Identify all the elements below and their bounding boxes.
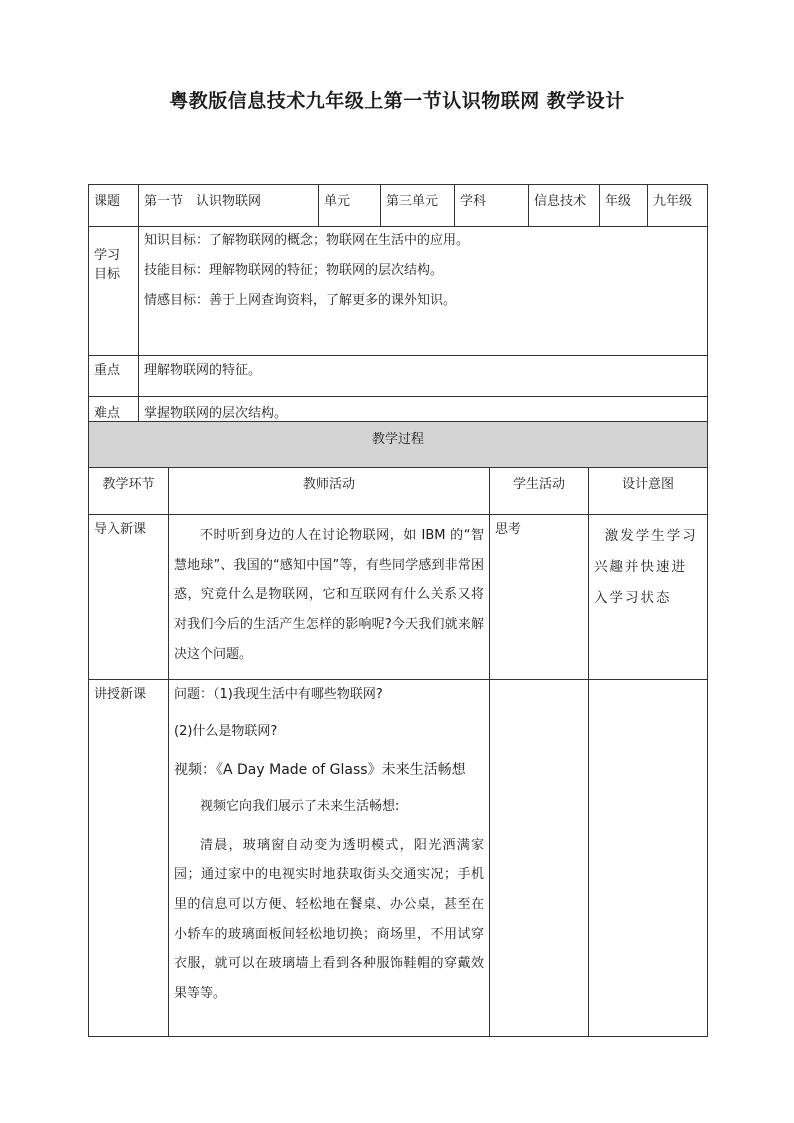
intro-teacher-text: 不时听到身边的人在讨论物联网，如 IBM 的“智慧地球”、我国的“感知中国”等，有些同学感到非常困惑，究竟什么是物联网，它和互联网有什么关系又将对我们今后的生活产生怎样的影响呢?今天我们就来解决这个问题。 <box>174 528 484 662</box>
difficulty-label: 难点 <box>89 397 139 440</box>
key-point-value: 理解物联网的特征。 <box>139 356 708 397</box>
info-row-goals <box>89 227 708 356</box>
intro-row <box>89 515 708 680</box>
lecture-design <box>589 680 708 1037</box>
lecture-video: 视频：《A Day Made of Glass》未来生活畅想 <box>174 761 466 778</box>
col-teacher: 教师活动 <box>169 468 490 515</box>
process-header: 教学过程 <box>89 422 708 468</box>
grade-label: 年级 <box>600 185 648 227</box>
process-columns-row <box>89 468 708 515</box>
unit-value: 第三单元 <box>381 185 455 227</box>
lesson-info-table <box>88 184 708 440</box>
grade-value: 九年级 <box>648 185 708 227</box>
intro-teacher <box>169 515 490 680</box>
intro-design <box>589 515 708 680</box>
intro-student: 思考 <box>490 515 589 680</box>
goals-label-line2: 目标 <box>94 266 121 282</box>
subject-value: 信息技术 <box>529 185 600 227</box>
col-student: 学生活动 <box>490 468 589 515</box>
info-row-key-point <box>89 356 708 397</box>
lecture-teacher <box>169 680 490 1037</box>
col-design: 设计意图 <box>589 468 708 515</box>
lecture-question-1: 问题：（1)我现生活中有哪些物联网? <box>174 687 383 702</box>
document-title: 粤教版信息技术九年级上第一节认识物联网 教学设计 <box>169 90 625 112</box>
goals-content <box>139 227 708 356</box>
intro-stage: 导入新课 <box>89 515 169 680</box>
subject-label: 学科 <box>455 185 529 227</box>
lecture-row <box>89 680 708 1037</box>
unit-label: 单元 <box>319 185 381 227</box>
col-stage: 教学环节 <box>89 468 169 515</box>
lecture-stage: 讲授新课 <box>89 680 169 1037</box>
process-header-row <box>89 422 708 468</box>
goals-label-line1: 学习 <box>94 248 121 263</box>
goal-knowledge: 知识目标：了解物联网的概念；物联网在生活中的应用。 <box>144 233 470 248</box>
goal-emotion: 情感目标：善于上网查询资料，了解更多的课外知识。 <box>144 292 457 308</box>
topic-label: 课题 <box>89 185 139 227</box>
lecture-student <box>490 680 589 1037</box>
lecture-body: 清晨，玻璃窗自动变为透明模式，阳光洒满家园；通过家中的电视实时地获取街头交通实况；手机里的信息可以方便、轻松地在餐桌、办公桌，甚至在小轿车的玻璃面板间轻松地切换；商场里，不用试穿衣服，就可以在玻璃墙上看到各种服饰鞋帽的穿戴效果等等。 <box>174 837 484 1001</box>
teaching-process-table <box>88 421 708 1037</box>
intro-design-text: 激发学生学习兴趣并快速进入学习状态 <box>594 528 698 606</box>
lecture-video-intro: 视频它向我们展示了未来生活畅想: <box>200 798 400 814</box>
key-point-label: 重点 <box>89 356 139 397</box>
goals-label <box>89 227 139 356</box>
topic-value: 第一节 认识物联网 <box>139 185 319 227</box>
info-row-basic <box>89 185 708 227</box>
lecture-question-2: (2)什么是物联网? <box>174 723 278 739</box>
goal-skill: 技能目标：理解物联网的特征；物联网的层次结构。 <box>144 262 444 278</box>
difficulty-value: 掌握物联网的层次结构。 <box>139 397 708 440</box>
